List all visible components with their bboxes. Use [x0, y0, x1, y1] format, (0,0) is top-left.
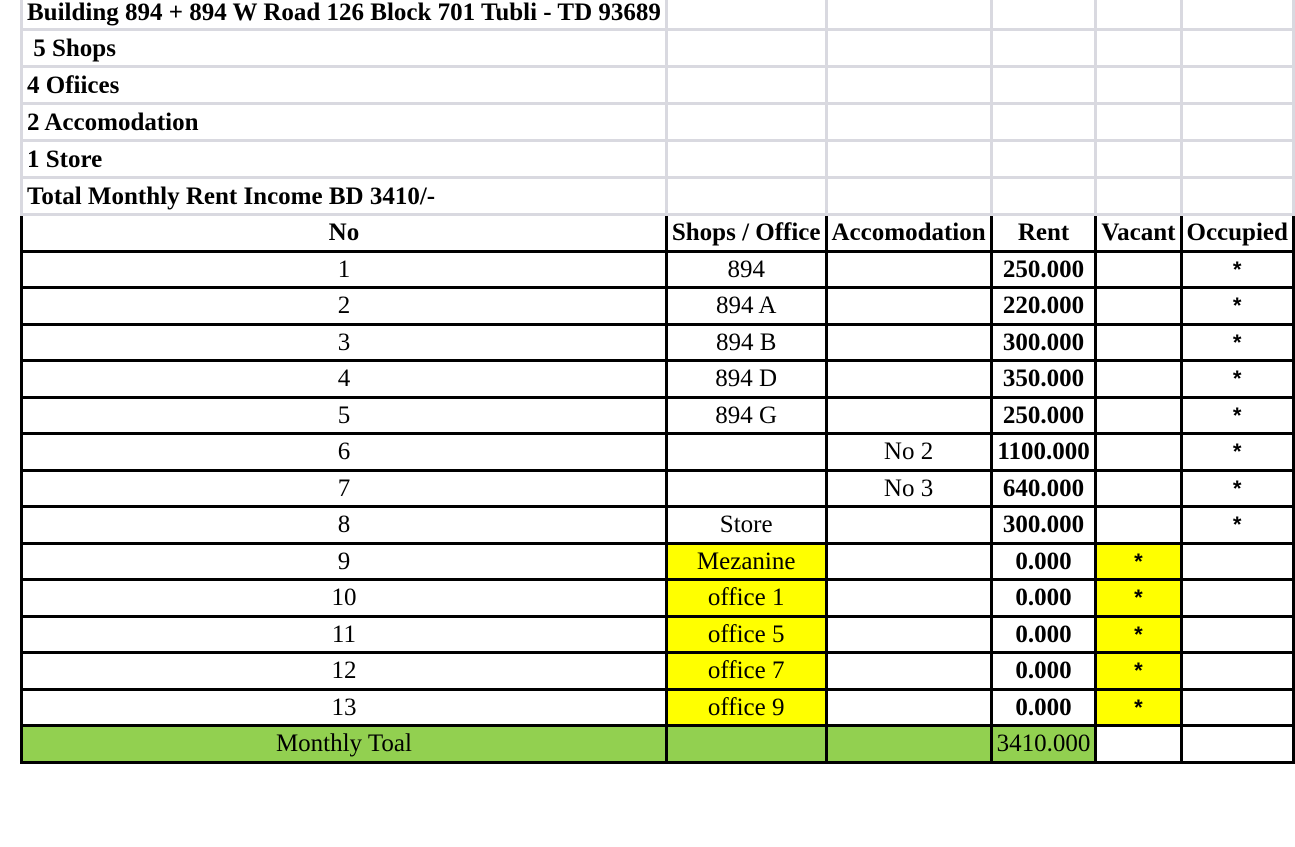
shop-office-cell[interactable]: 894 A	[666, 288, 826, 325]
accomodation-cell[interactable]	[826, 616, 991, 653]
shop-office-cell[interactable]: 894 G	[666, 397, 826, 434]
row-number-cell[interactable]: 5	[22, 397, 667, 434]
empty-cell[interactable]	[666, 726, 826, 763]
empty-cell[interactable]	[826, 0, 991, 30]
shops-count: 5 Shops	[27, 34, 116, 62]
vacant-cell[interactable]: *	[1096, 616, 1181, 653]
building-address-cell[interactable]	[22, 0, 667, 30]
accomodation-cell[interactable]	[826, 397, 991, 434]
empty-cell[interactable]	[826, 67, 991, 104]
empty-cell[interactable]	[826, 104, 991, 141]
empty-cell[interactable]	[666, 30, 826, 67]
occupied-cell[interactable]: *	[1181, 288, 1293, 325]
accomodation-cell[interactable]	[826, 689, 991, 726]
shop-office-cell[interactable]: Store	[666, 507, 826, 544]
shop-office-cell[interactable]	[666, 434, 826, 471]
vacant-cell[interactable]	[1096, 251, 1181, 288]
total-income: Total Monthly Rent Income BD 3410/-	[27, 182, 436, 210]
header-shops-office[interactable]: Shops / Office	[666, 215, 826, 252]
empty-cell[interactable]	[1096, 30, 1181, 67]
header-occupied[interactable]: Occupied	[1181, 215, 1293, 252]
shop-office-cell[interactable]: Mezanine	[666, 543, 826, 580]
table-row	[22, 689, 1294, 726]
empty-cell[interactable]	[666, 0, 826, 30]
header-row	[22, 215, 1294, 252]
empty-cell[interactable]	[1096, 141, 1181, 178]
accomodation-cell[interactable]	[826, 507, 991, 544]
info-row-building	[22, 0, 1294, 30]
offices-count-cell[interactable]	[22, 67, 667, 104]
accomodation-cell[interactable]	[826, 653, 991, 690]
vacant-cell[interactable]	[1096, 288, 1181, 325]
info-row-accomodation	[22, 104, 1294, 141]
vacant-cell[interactable]: *	[1096, 580, 1181, 617]
vacant-cell[interactable]: *	[1096, 543, 1181, 580]
row-number-cell[interactable]: 12	[22, 653, 667, 690]
rent-cell[interactable]: 0.000	[991, 616, 1096, 653]
vacant-cell[interactable]	[1096, 470, 1181, 507]
info-row-shops	[22, 30, 1294, 67]
rent-cell[interactable]: 0.000	[991, 580, 1096, 617]
empty-cell[interactable]	[1181, 0, 1293, 30]
rent-cell[interactable]: 0.000	[991, 653, 1096, 690]
empty-cell[interactable]	[1096, 726, 1181, 763]
empty-cell[interactable]	[991, 104, 1096, 141]
occupied-cell[interactable]: *	[1181, 361, 1293, 398]
table-row	[22, 251, 1294, 288]
accomodation-cell[interactable]	[826, 580, 991, 617]
rent-cell[interactable]: 350.000	[991, 361, 1096, 398]
row-number-cell[interactable]: 6	[22, 434, 667, 471]
vacant-cell[interactable]	[1096, 324, 1181, 361]
total-rent-cell[interactable]: 3410.000	[991, 726, 1096, 763]
accomodation-cell[interactable]	[826, 288, 991, 325]
row-number-cell[interactable]: 13	[22, 689, 667, 726]
empty-cell[interactable]	[1096, 104, 1181, 141]
shop-office-cell[interactable]: 894 B	[666, 324, 826, 361]
table-row	[22, 616, 1294, 653]
shop-office-cell[interactable]: 894	[666, 251, 826, 288]
accomodation-count-cell[interactable]	[22, 104, 667, 141]
empty-cell[interactable]	[1181, 726, 1293, 763]
vacant-cell[interactable]	[1096, 507, 1181, 544]
shop-office-cell[interactable]: office 7	[666, 653, 826, 690]
header-accomodation[interactable]: Accomodation	[826, 215, 991, 252]
occupied-cell[interactable]	[1181, 543, 1293, 580]
shops-count-cell[interactable]	[22, 30, 667, 67]
total-row	[22, 726, 1294, 763]
empty-cell[interactable]	[666, 141, 826, 178]
empty-cell[interactable]	[991, 0, 1096, 30]
empty-cell[interactable]	[826, 178, 991, 215]
total-label-cell[interactable]: Monthly Toal	[22, 726, 667, 763]
accomodation-cell[interactable]	[826, 543, 991, 580]
row-number-cell[interactable]: 7	[22, 470, 667, 507]
table-row	[22, 507, 1294, 544]
table-row	[22, 543, 1294, 580]
building-address: Building 894 + 894 W Road 126 Block 701 Tubli - TD 93689	[27, 0, 661, 26]
row-number-cell[interactable]: 4	[22, 361, 667, 398]
empty-cell[interactable]	[1096, 178, 1181, 215]
row-number-cell[interactable]: 9	[22, 543, 667, 580]
rent-table	[20, 0, 1295, 764]
accomodation-cell[interactable]	[826, 324, 991, 361]
table-row	[22, 434, 1294, 471]
row-number-cell[interactable]: 3	[22, 324, 667, 361]
rent-cell[interactable]: 0.000	[991, 543, 1096, 580]
occupied-cell[interactable]	[1181, 616, 1293, 653]
empty-cell[interactable]	[1096, 0, 1181, 30]
row-number-cell[interactable]: 11	[22, 616, 667, 653]
info-row-offices	[22, 67, 1294, 104]
empty-cell[interactable]	[826, 30, 991, 67]
occupied-cell[interactable]: *	[1181, 251, 1293, 288]
shop-office-cell[interactable]: office 9	[666, 689, 826, 726]
row-number-cell[interactable]: 2	[22, 288, 667, 325]
rent-cell[interactable]: 0.000	[991, 689, 1096, 726]
vacant-cell[interactable]	[1096, 434, 1181, 471]
accomodation-cell[interactable]	[826, 251, 991, 288]
empty-cell[interactable]	[666, 178, 826, 215]
empty-cell[interactable]	[826, 141, 991, 178]
empty-cell[interactable]	[991, 67, 1096, 104]
accomodation-cell[interactable]	[826, 361, 991, 398]
table-row	[22, 397, 1294, 434]
vacant-cell[interactable]	[1096, 397, 1181, 434]
accomodation-cell[interactable]: No 3	[826, 470, 991, 507]
empty-cell[interactable]	[1181, 67, 1293, 104]
accomodation-count: 2 Accomodation	[27, 108, 199, 136]
shop-office-cell[interactable]: office 1	[666, 580, 826, 617]
empty-cell[interactable]	[991, 30, 1096, 67]
shop-office-cell[interactable]	[666, 470, 826, 507]
row-number-cell[interactable]: 1	[22, 251, 667, 288]
shop-office-cell[interactable]: office 5	[666, 616, 826, 653]
accomodation-cell[interactable]: No 2	[826, 434, 991, 471]
occupied-cell[interactable]: *	[1181, 324, 1293, 361]
rent-cell[interactable]: 250.000	[991, 397, 1096, 434]
occupied-cell[interactable]: *	[1181, 507, 1293, 544]
rent-cell[interactable]: 1100.000	[991, 434, 1096, 471]
info-row-store	[22, 141, 1294, 178]
table-row	[22, 361, 1294, 398]
table-row	[22, 288, 1294, 325]
header-no[interactable]: No	[22, 215, 667, 252]
table-row	[22, 470, 1294, 507]
empty-cell[interactable]	[666, 67, 826, 104]
empty-cell[interactable]	[991, 141, 1096, 178]
occupied-cell[interactable]	[1181, 653, 1293, 690]
rent-table-body	[22, 0, 1294, 762]
occupied-cell[interactable]: *	[1181, 434, 1293, 471]
occupied-cell[interactable]: *	[1181, 470, 1293, 507]
rent-cell[interactable]: 220.000	[991, 288, 1096, 325]
empty-cell[interactable]	[1181, 104, 1293, 141]
rent-cell[interactable]: 300.000	[991, 324, 1096, 361]
rent-cell[interactable]: 640.000	[991, 470, 1096, 507]
vacant-cell[interactable]: *	[1096, 689, 1181, 726]
row-number-cell[interactable]: 8	[22, 507, 667, 544]
table-row	[22, 324, 1294, 361]
occupied-cell[interactable]	[1181, 689, 1293, 726]
empty-cell[interactable]	[826, 726, 991, 763]
rent-cell[interactable]: 300.000	[991, 507, 1096, 544]
vacant-cell[interactable]	[1096, 361, 1181, 398]
offices-count: 4 Ofiices	[27, 71, 120, 99]
info-row-total-income	[22, 178, 1294, 215]
header-rent[interactable]: Rent	[991, 215, 1096, 252]
occupied-cell[interactable]: *	[1181, 397, 1293, 434]
empty-cell[interactable]	[1181, 178, 1293, 215]
row-number-cell[interactable]: 10	[22, 580, 667, 617]
rent-cell[interactable]: 250.000	[991, 251, 1096, 288]
store-count-cell[interactable]	[22, 141, 667, 178]
header-vacant[interactable]: Vacant	[1096, 215, 1181, 252]
empty-cell[interactable]	[1096, 67, 1181, 104]
vacant-cell[interactable]: *	[1096, 653, 1181, 690]
table-row	[22, 653, 1294, 690]
empty-cell[interactable]	[1181, 30, 1293, 67]
shop-office-cell[interactable]: 894 D	[666, 361, 826, 398]
empty-cell[interactable]	[991, 178, 1096, 215]
empty-cell[interactable]	[666, 104, 826, 141]
table-row	[22, 580, 1294, 617]
occupied-cell[interactable]	[1181, 580, 1293, 617]
store-count: 1 Store	[27, 145, 103, 173]
empty-cell[interactable]	[1181, 141, 1293, 178]
total-income-cell[interactable]	[22, 178, 667, 215]
